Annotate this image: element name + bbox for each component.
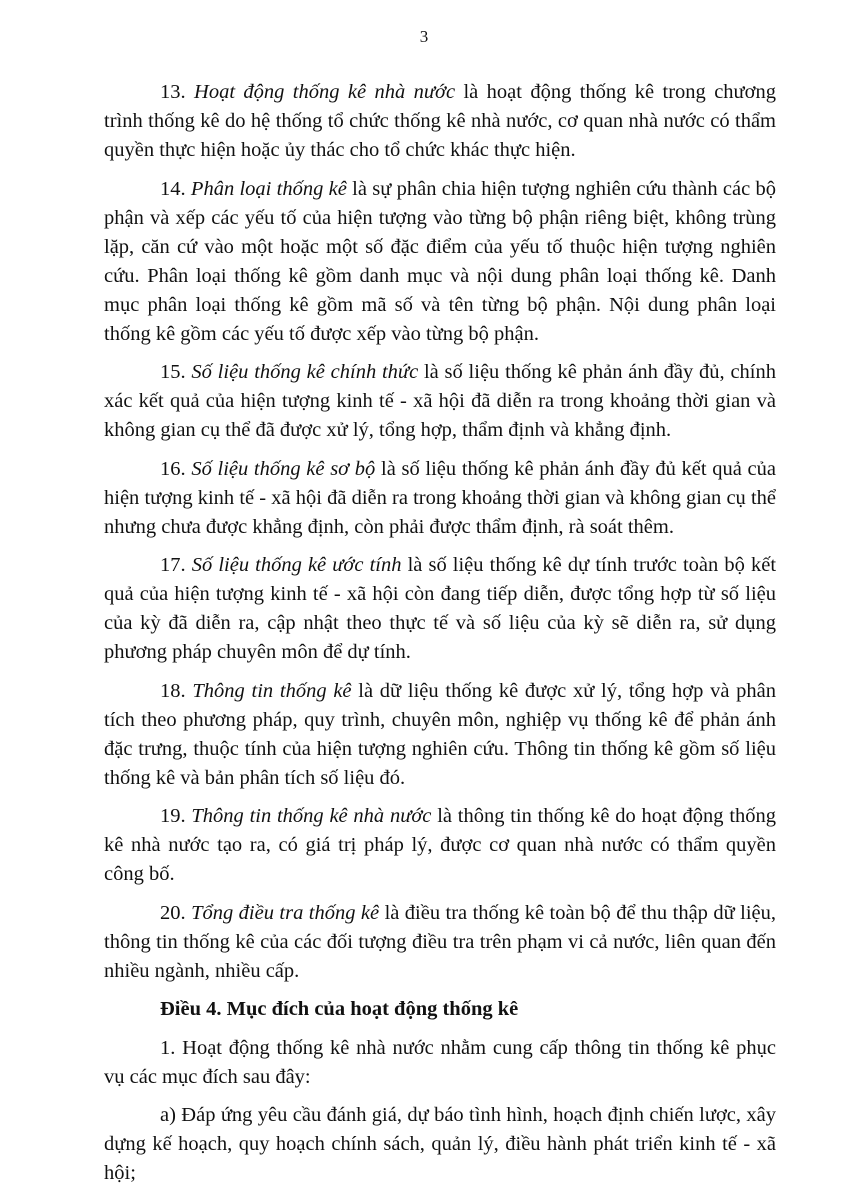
defined-term: Phân loại thống kê — [190, 177, 347, 200]
definition-text: là số liệu thống kê phản ánh đầy đủ kết quả của hiện tượng kinh tế - xã hội đã diễn ra trong khoảng thời gian và không gian cụ thể nhưng chưa được khẳng định, còn phải được thẩm định, rà soát thêm. — [104, 457, 776, 538]
defined-term: Số liệu thống kê chính thức — [191, 361, 419, 383]
item-number: 16. — [160, 457, 186, 480]
defined-term: Số liệu thống kê sơ bộ — [191, 457, 376, 480]
definition-text: là hoạt động thống kê trong chương trình thống kê do hệ thống tổ chức thống kê nhà nước, cơ quan nhà nước có thẩm quyền thực hiện hoặc ủy thác cho tổ chức khác thực hiện. — [104, 81, 776, 161]
definition-text: là thông tin thống kê do hoạt động thống kê nhà nước tạo ra, có giá trị pháp lý, được cơ quan nhà nước có thẩm quyền công bố. — [104, 805, 777, 885]
defined-term: Thông tin thống kê nhà nước — [191, 805, 432, 827]
definition-text: là số liệu thống kê dự tính trước toàn bộ kết quả của hiện tượng kinh tế - xã hội còn đang tiếp diễn, được tổng hợp từ số liệu của kỳ đã diễn ra, cập nhật theo thực tế và số liệu của kỳ sẽ diễn ra, sử dụng phương pháp chuyên môn để dự tính. — [104, 554, 777, 663]
item-number: 18. — [160, 679, 186, 702]
defined-term: Thông tin thống kê — [192, 679, 352, 702]
definition-item-18 — [104, 677, 776, 793]
item-number: 15. — [160, 361, 186, 383]
definition-text: là dữ liệu thống kê được xử lý, tổng hợp và phân tích theo phương pháp, quy trình, chuyên môn, nghiệp vụ thống kê để phản ánh đặc trưng, thuộc tính của hiện tượng nghiên cứu. Thông tin thống kê gồm số liệu thống kê và bản phân tích số liệu đó. — [104, 679, 777, 789]
article-4-clause-1: 1. Hoạt động thống kê nhà nước nhằm cung cấp thông tin thống kê phục vụ các mục đích sau đây: — [104, 1036, 776, 1088]
item-number: 17. — [160, 554, 186, 576]
article-4-heading: Điều 4. Mục đích của hoạt động thống kê — [160, 998, 519, 1020]
document-body — [104, 78, 776, 1198]
article-4-point-a: a) Đáp ứng yêu cầu đánh giá, dự báo tình hình, hoạch định chiến lược, xây dựng kế hoạch, quy hoạch chính sách, quản lý, điều hành phát triển kinh tế - xã hội; — [104, 1104, 776, 1184]
definition-item-16 — [104, 455, 776, 542]
item-number: 14. — [160, 177, 186, 200]
definition-item-20 — [104, 899, 776, 986]
page-number: 3 — [419, 27, 429, 46]
definition-text: là điều tra thống kê toàn bộ để thu thập dữ liệu, thông tin thống kê của các đối tượng điều tra trên phạm vi cả nước, liên quan đến nhiều ngành, nhiều cấp. — [104, 901, 777, 982]
definition-item-19 — [104, 802, 776, 889]
item-number: 19. — [160, 805, 186, 827]
item-number: 20. — [160, 901, 186, 924]
definition-item-13 — [104, 78, 776, 165]
item-number: 13. — [160, 81, 186, 103]
defined-term: Hoạt động thống kê nhà nước — [194, 81, 456, 103]
definition-text: là số liệu thống kê phản ánh đầy đủ, chính xác kết quả của hiện tượng kinh tế - xã hội đã diễn ra trong khoảng thời gian và không gian cụ thể đã được xử lý, tổng hợp, thẩm định và khẳng định. — [104, 361, 777, 441]
definition-item-17 — [104, 551, 776, 667]
defined-term: Số liệu thống kê ước tính — [191, 554, 402, 576]
defined-term: Tổng điều tra thống kê — [191, 901, 380, 924]
definition-item-14 — [104, 175, 776, 349]
definition-item-15 — [104, 358, 776, 445]
definition-text: là sự phân chia hiện tượng nghiên cứu thành các bộ phận và xếp các yếu tố của hiện tượng vào từng bộ phận riêng biệt, không trùng lặp, căn cứ vào một hoặc một số đặc điểm của yếu tố thuộc hiện tượng nghiên cứu. Phân loại thống kê gồm danh mục và nội dung phân loại thống kê. Danh mục phân loại thống kê gồm mã số và tên từng bộ phận. Nội dung phân loại thống kê gồm các yếu tố được xếp vào từng bộ phận. — [104, 177, 776, 345]
